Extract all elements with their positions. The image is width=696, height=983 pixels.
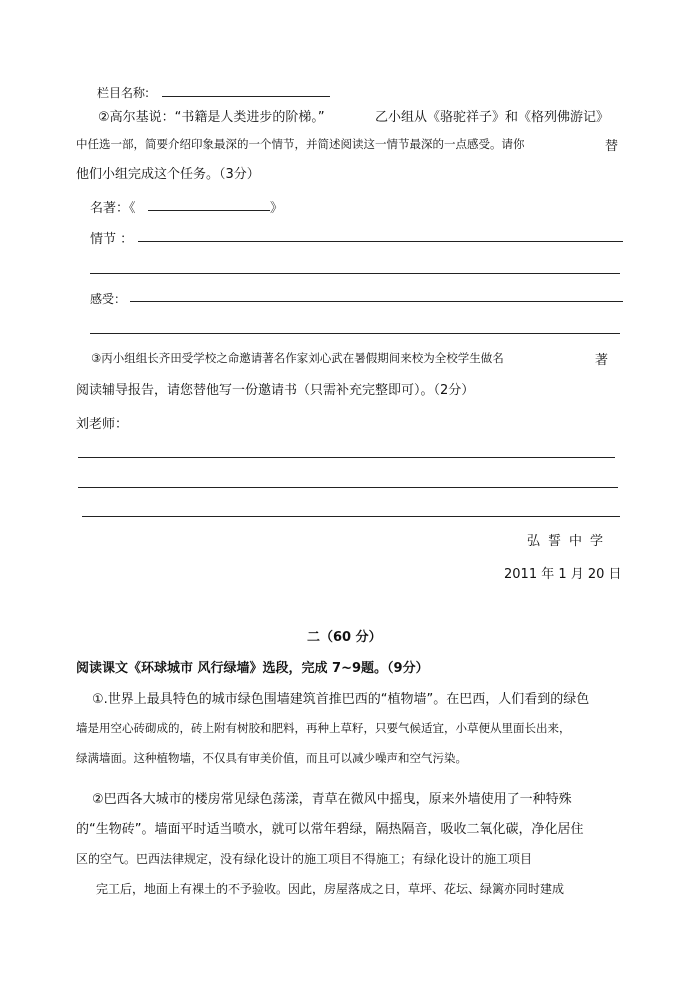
book-name-blank[interactable] <box>148 210 270 211</box>
q2-line1b: 乙小组从《骆驼祥子》和《格列佛游记》 <box>375 110 610 125</box>
plot-blank-line-2[interactable] <box>90 273 620 274</box>
section2-prompt: 阅读课文《环球城市 风行绿墙》选段，完成 7~9题。（9分） <box>76 661 429 676</box>
q3-line1b: 著 <box>595 353 609 368</box>
q3-line1a: ③丙小组组长齐田受学校之命邀请著名作家刘心武在暑假期间来校为全校学生做名 <box>91 351 504 365</box>
section2-heading: 二（60 分） <box>307 630 382 645</box>
letter-blank-line-2[interactable] <box>78 487 618 488</box>
q2-line1a: ②高尔基说：“书籍是人类进步的阶梯。” <box>98 110 325 125</box>
signature: 弘誓中学 <box>527 534 612 549</box>
q2-line2b: 替 <box>605 139 619 154</box>
letter-blank-line-3[interactable] <box>82 516 620 517</box>
p2-line3: 区的空气。巴西法律规定，没有绿化设计的施工项目不得施工；有绿化设计的施工项目 <box>76 852 533 866</box>
p2-line1: ②巴西各大城市的楼房常见绿色荡漾，青草在微风中摇曳，原来外墙使用了一种特殊 <box>92 792 572 807</box>
feeling-label: 感受： <box>90 292 127 306</box>
column-name-blank[interactable] <box>162 96 330 97</box>
feeling-blank-line-1[interactable] <box>130 301 623 302</box>
feeling-blank-line-2[interactable] <box>90 333 620 334</box>
plot-label: 情节 ： <box>90 232 134 247</box>
p1-line3: 绿满墙面。这种植物墙，不仅具有审美价值，而且可以减少噪声和空气污染。 <box>76 751 467 765</box>
p1-line2: 墙是用空心砖砌成的，砖上附有树胶和肥料，再种上草籽，只要气候适宜，小草便从里面长出来， <box>76 721 571 735</box>
column-name-label: 栏目名称: <box>97 86 150 100</box>
p2-line2: 的“生物砖”。墙面平时适当喷水，就可以常年碧绿，隔热隔音，吸收二氧化碳，净化居住 <box>76 822 584 837</box>
book-close-bracket: 》 <box>270 201 284 216</box>
salutation: 刘老师： <box>76 417 129 432</box>
p1-line1: ①.世界上最具特色的城市绿色围墙建筑首推巴西的“植物墙”。在巴西，人们看到的绿色 <box>92 692 590 707</box>
plot-blank-line-1[interactable] <box>138 241 623 242</box>
q3-line2: 阅读辅导报告，请您替他写一份邀请书（只需补充完整即可）。（2分） <box>76 383 475 398</box>
letter-blank-line-1[interactable] <box>78 457 615 458</box>
q2-line3: 他们小组完成这个任务。（3分） <box>76 167 260 182</box>
p2-line4: 完工后，地面上有裸土的不予验收。因此，房屋落成之日，草坪、花坛、绿篱亦同时建成 <box>96 882 565 896</box>
q2-line2a: 中任选一部，简要介绍印象最深的一个情节，并简述阅读这一情节最深的一点感受。请你 <box>76 137 525 151</box>
book-label: 名著：《 <box>90 201 136 216</box>
date: 2011 年 1 月 20 日 <box>504 567 622 582</box>
